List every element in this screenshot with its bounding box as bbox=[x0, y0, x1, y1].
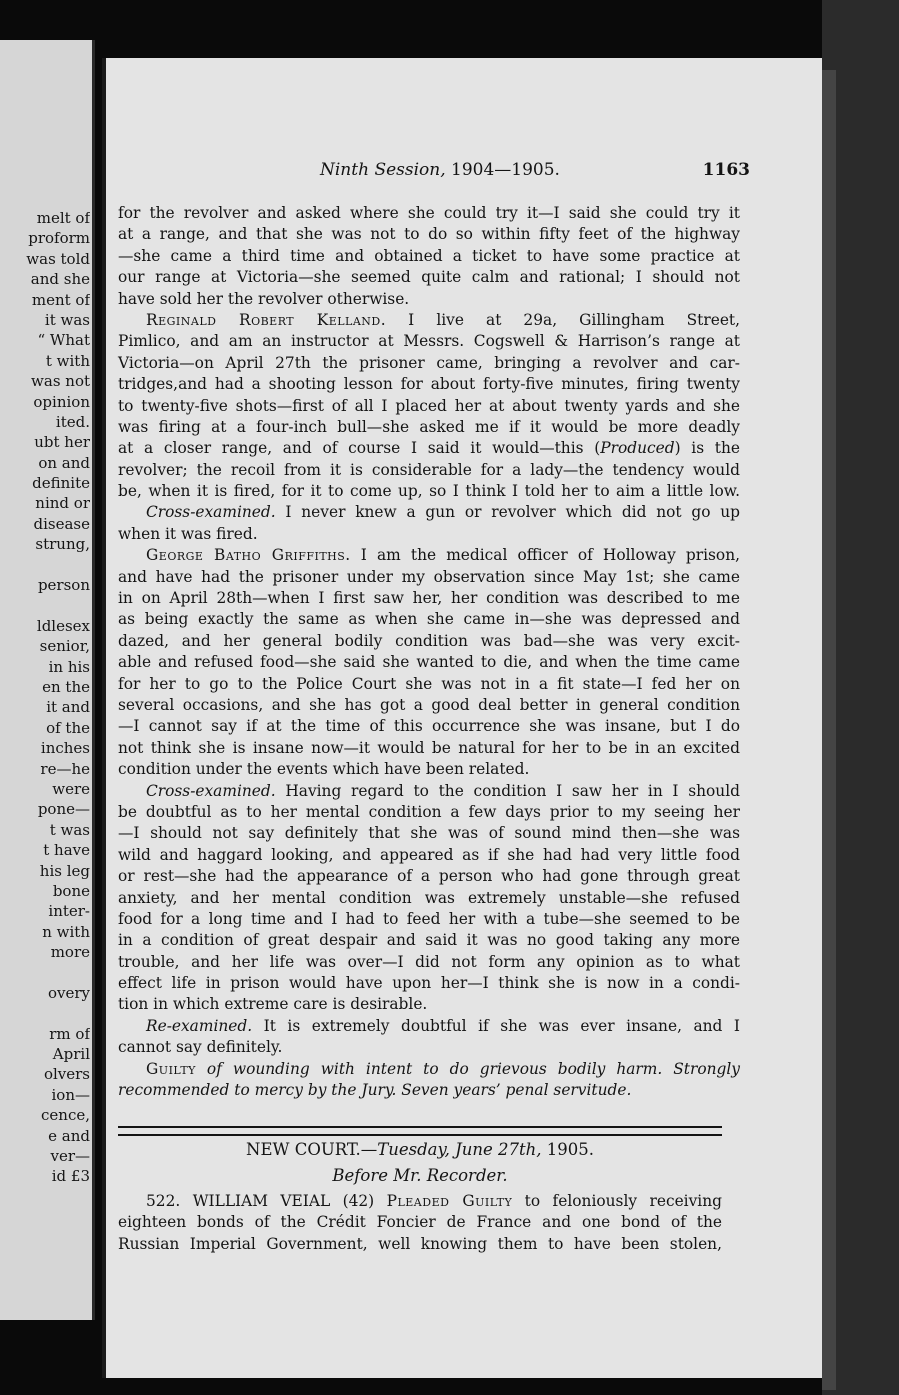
session-title bbox=[320, 160, 560, 180]
text-segment: for her to go to the Police Court she was not in a fit state—I fed her on bbox=[118, 674, 740, 693]
left-page-line: proform bbox=[28, 229, 90, 248]
text-segment: food for a long time and I had to feed her with a tube—she seemed to be bbox=[118, 909, 740, 928]
case-522-text bbox=[118, 1191, 722, 1255]
text-line bbox=[118, 1059, 740, 1080]
text-segment: have sold her the revolver otherwise. bbox=[118, 289, 410, 308]
text-line bbox=[118, 567, 740, 588]
text-segment: be, when it is fired, for it to come up, so I think I told her to aim a little low. bbox=[118, 482, 740, 501]
text-line bbox=[118, 438, 740, 459]
left-page-line: was not bbox=[31, 372, 90, 391]
text-segment: when it was fired. bbox=[118, 524, 258, 543]
left-page-line: olvers bbox=[43, 1065, 90, 1084]
text-line bbox=[118, 545, 740, 566]
text-line bbox=[118, 823, 740, 844]
text-segment: to twenty-five shots—first of all I placed her at about twenty yards and she bbox=[118, 396, 740, 415]
text-line bbox=[118, 1037, 740, 1058]
text-segment: be doubtful as to her mental condition a few days prior to my seeing her bbox=[118, 802, 740, 821]
left-page-line: overy bbox=[47, 983, 90, 1002]
court-title: NEW COURT.— bbox=[246, 1140, 378, 1159]
text-line bbox=[118, 310, 740, 331]
italic-phrase: Produced bbox=[600, 439, 675, 458]
text-segment: and have had the prisoner under my observation since May 1st; she came bbox=[118, 567, 740, 586]
text-segment: able and refused food—she said she wanted to die, and when the time came bbox=[118, 653, 740, 672]
left-page-line: were bbox=[52, 779, 90, 798]
left-page-line: definite bbox=[32, 474, 90, 493]
text-segment: our range at Victoria—she seemed quite calm and rational; I should not bbox=[118, 268, 740, 287]
left-page-line: ubt her bbox=[34, 433, 90, 452]
text-segment: eighteen bonds of the Crédit Foncier de France and one bond of the bbox=[118, 1213, 722, 1232]
left-facing-page bbox=[0, 40, 95, 1320]
text-line bbox=[118, 396, 740, 417]
text-line bbox=[118, 759, 740, 780]
text-line bbox=[118, 973, 740, 994]
text-line bbox=[118, 1016, 740, 1037]
text-line bbox=[118, 716, 740, 737]
left-page-line: it and bbox=[46, 698, 90, 717]
text-segment: tridges,and had a shooting lesson for about forty-five minutes, firing twenty bbox=[118, 375, 740, 394]
text-line bbox=[118, 888, 740, 909]
left-page-line: more bbox=[50, 943, 90, 962]
text-line bbox=[118, 203, 740, 224]
text-segment: was firing at a four-inch bull—she asked me if it would be more deadly bbox=[118, 417, 740, 436]
text-segment: at a range, and that she was not to do so within fifty feet of the highway bbox=[118, 225, 740, 244]
left-page-line bbox=[0, 1003, 90, 1023]
text-segment: as being exactly the same as when she came in—she was depressed and bbox=[118, 610, 740, 629]
left-page-line: strung, bbox=[35, 535, 90, 554]
text-line bbox=[118, 738, 740, 759]
text-segment: wild and haggard looking, and appeared as if she had had very little food bbox=[118, 845, 740, 864]
court-title-line bbox=[118, 1137, 722, 1163]
text-line bbox=[118, 652, 740, 673]
italic-phrase: Cross-examined. bbox=[146, 503, 276, 522]
text-segment: I am the medical officer of Holloway prison, bbox=[350, 546, 740, 565]
italic-phrase: Cross-examined. bbox=[146, 781, 276, 800]
text-segment: dazed, and her general bodily condition was bad—she was very excit- bbox=[118, 631, 740, 650]
text-segment: Russian Imperial Government, well knowing them to have been stolen, bbox=[118, 1234, 722, 1253]
text-segment: not think she is insane now—it would be natural for her to be in an excited bbox=[118, 738, 740, 757]
text-segment: at a closer range, and of course I said it would—this ( bbox=[118, 439, 601, 458]
text-segment: I live at 29a, Gillingham Street, bbox=[386, 310, 740, 329]
text-line bbox=[118, 909, 740, 930]
case-text-line bbox=[118, 1234, 722, 1255]
court-year: 1905. bbox=[546, 1140, 594, 1159]
left-page-line: of the bbox=[46, 718, 90, 737]
text-segment: cannot say definitely. bbox=[118, 1038, 283, 1057]
left-page-line: cence, bbox=[41, 1106, 90, 1125]
trial-transcript bbox=[118, 203, 740, 1101]
text-line bbox=[118, 353, 740, 374]
text-line bbox=[118, 267, 740, 288]
case-text-line bbox=[118, 1191, 722, 1212]
speaker-name: Reginald Robert Kelland. bbox=[146, 310, 387, 329]
text-line bbox=[118, 609, 740, 630]
left-page-line: inches bbox=[40, 739, 90, 758]
text-segment: effect life in prison would have upon her—I think she is now in a condi- bbox=[118, 974, 740, 993]
text-segment: —I should not say definitely that she was of sound mind then—she was bbox=[118, 824, 740, 843]
text-segment: tion in which extreme care is desirable. bbox=[118, 995, 428, 1014]
text-line bbox=[118, 502, 740, 523]
italic-phrase: of wounding with intent to do grievous bodily harm. Strongly bbox=[195, 1059, 740, 1078]
case-text-line bbox=[118, 1212, 722, 1233]
text-segment: —she came a third time and obtained a ticket to have some practice at bbox=[118, 246, 740, 265]
left-page-line-ends bbox=[0, 208, 90, 1187]
court-judge: Before Mr. Recorder. bbox=[332, 1166, 508, 1185]
left-page-line: April bbox=[52, 1045, 90, 1064]
new-court-heading bbox=[118, 1137, 722, 1189]
left-page-line: ited. bbox=[55, 412, 90, 431]
left-page-line: t with bbox=[45, 351, 90, 370]
left-page-line: id £3 bbox=[51, 1167, 90, 1186]
left-page-line: his leg bbox=[39, 861, 90, 880]
left-page-line: ldlesex bbox=[36, 616, 90, 635]
plea-label: Pleaded Guilty bbox=[386, 1192, 513, 1210]
italic-phrase: recommended to mercy by the Jury. Seven years’ penal servitude. bbox=[118, 1081, 632, 1100]
text-segment: —I cannot say if at the time of this occurrence she was insane, but I do bbox=[118, 717, 740, 736]
left-page-line: in his bbox=[48, 657, 90, 676]
text-line bbox=[118, 224, 740, 245]
text-line bbox=[118, 952, 740, 973]
left-page-line bbox=[0, 962, 90, 982]
text-line bbox=[118, 331, 740, 352]
left-page-line: was told bbox=[26, 249, 90, 268]
left-page-line: t was bbox=[49, 820, 90, 839]
left-page-line: pone— bbox=[37, 800, 90, 819]
left-page-line: inter- bbox=[48, 902, 90, 921]
italic-phrase: Re-examined. bbox=[146, 1016, 253, 1035]
left-page-line: n with bbox=[42, 922, 90, 941]
text-line bbox=[118, 417, 740, 438]
scanner-edge bbox=[822, 0, 899, 1395]
text-line bbox=[118, 481, 740, 502]
text-segment: 522. bbox=[146, 1192, 181, 1210]
left-page-line: on and bbox=[38, 453, 90, 472]
text-segment: to feloniously receiving bbox=[512, 1192, 722, 1210]
text-line bbox=[118, 460, 740, 481]
text-line bbox=[118, 588, 740, 609]
text-segment: Pimlico, and am an instructor at Messrs. Cogswell & Harrison’s range at bbox=[118, 332, 740, 351]
text-segment: trouble, and her life was over—I did not form any opinion as to what bbox=[118, 952, 740, 971]
text-line bbox=[118, 845, 740, 866]
session-years: 1904—1905. bbox=[451, 160, 560, 180]
left-page-line: disease bbox=[33, 514, 90, 533]
left-page-line: opinion bbox=[33, 392, 90, 411]
left-page-line: “ What bbox=[37, 331, 90, 350]
left-page-line: re—he bbox=[40, 759, 90, 778]
text-segment: or rest—she had the appearance of a person who had gone through great bbox=[118, 867, 740, 886]
page-edge-shadow bbox=[822, 70, 836, 1390]
text-line bbox=[118, 802, 740, 823]
left-page-line: e and bbox=[48, 1126, 90, 1145]
left-page-line bbox=[0, 555, 90, 575]
left-page-line: ver— bbox=[50, 1146, 90, 1165]
court-date: Tuesday, June 27th, bbox=[377, 1140, 542, 1159]
speaker-name: Guilty bbox=[146, 1059, 196, 1078]
left-page-line: nind or bbox=[35, 494, 90, 513]
text-segment: I never knew a gun or revolver which did not go up bbox=[275, 503, 740, 522]
left-page-line: bone bbox=[52, 881, 90, 900]
speaker-name: George Batho Griffiths. bbox=[146, 546, 351, 565]
text-segment: condition under the events which have been related. bbox=[118, 760, 530, 779]
page-number: 1163 bbox=[702, 160, 750, 180]
text-line bbox=[118, 374, 740, 395]
text-segment: ) is the bbox=[674, 439, 740, 458]
text-segment: revolver; the recoil from it is considerable for a lady—the tendency would bbox=[118, 460, 740, 479]
text-line bbox=[118, 674, 740, 695]
text-line bbox=[118, 289, 740, 310]
left-page-line bbox=[0, 595, 90, 615]
left-page-line: senior, bbox=[39, 637, 90, 656]
left-page-line: it was bbox=[44, 310, 90, 329]
left-page-line: t have bbox=[43, 841, 90, 860]
text-segment: for the revolver and asked where she could try it—I said she could try it bbox=[118, 204, 740, 222]
text-line bbox=[118, 1080, 740, 1101]
left-page-line: and she bbox=[30, 270, 90, 289]
left-page-line: rm of bbox=[49, 1024, 90, 1043]
text-line bbox=[118, 524, 740, 545]
text-line bbox=[118, 930, 740, 951]
text-line bbox=[118, 781, 740, 802]
left-page-line: ment of bbox=[31, 290, 90, 309]
text-segment: in on April 28th—when I first saw her, her condition was described to me bbox=[118, 589, 740, 608]
text-segment: Having regard to the condition I saw her in I should bbox=[275, 781, 740, 800]
text-line bbox=[118, 994, 740, 1015]
section-divider-rule bbox=[118, 1126, 722, 1136]
text-line bbox=[118, 631, 740, 652]
text-line bbox=[118, 866, 740, 887]
left-page-line: person bbox=[37, 576, 90, 595]
text-segment: Victoria—on April 27th the prisoner came, bringing a revolver and car- bbox=[118, 353, 740, 372]
text-line bbox=[118, 246, 740, 267]
left-page-line: melt of bbox=[36, 209, 90, 227]
text-line bbox=[118, 695, 740, 716]
session-label: Ninth Session, bbox=[320, 160, 446, 180]
text-segment: in a condition of great despair and said it was no good taking any more bbox=[118, 931, 740, 950]
text-segment: It is extremely doubtful if she was ever insane, and I bbox=[252, 1016, 740, 1035]
left-page-line: en the bbox=[42, 677, 90, 696]
text-segment: WILLIAM VEIAL (42) bbox=[180, 1192, 387, 1210]
text-segment: anxiety, and her mental condition was extremely unstable—she refused bbox=[118, 888, 740, 907]
left-page-line: ion— bbox=[51, 1085, 90, 1104]
text-segment: several occasions, and she has got a good deal better in general condition bbox=[118, 695, 740, 714]
